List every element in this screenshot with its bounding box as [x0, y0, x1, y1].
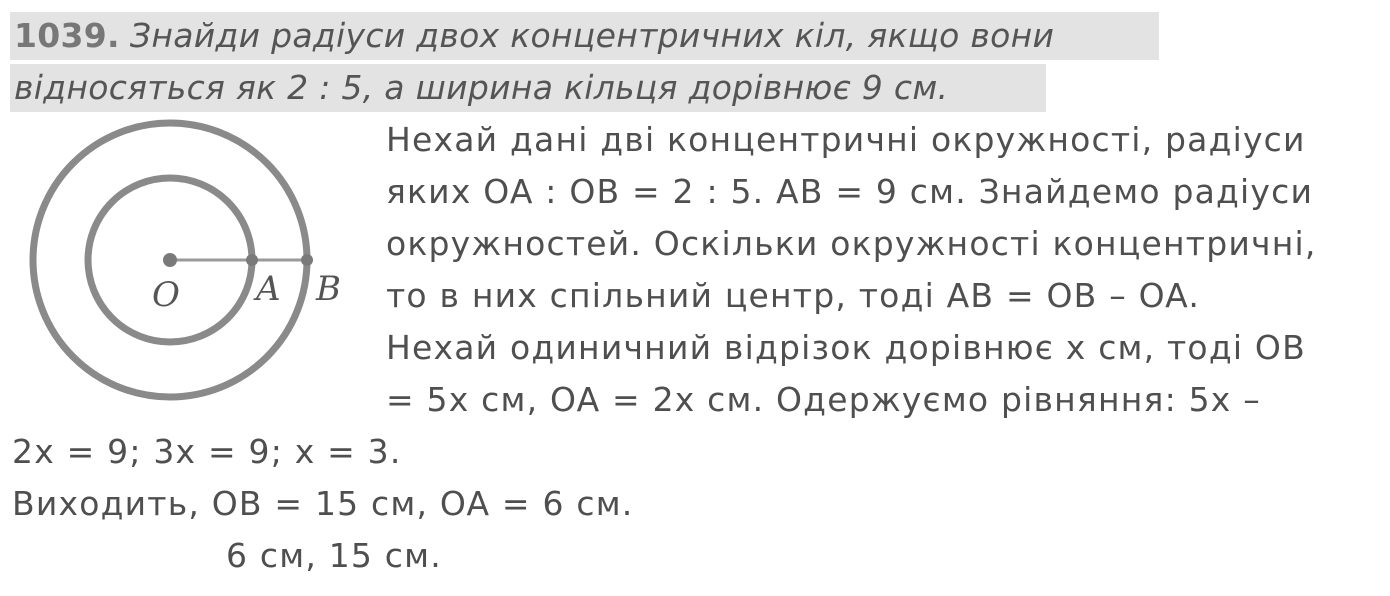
- solution-line-2: яких OA : OB = 2 : 5. AB = 9 см. Знайдемо радіуси: [386, 172, 1314, 211]
- solution-line-6: = 5x см, OA = 2x см. Одержуємо рівняння: 5x –: [386, 380, 1261, 419]
- label-o: O: [152, 275, 180, 315]
- point-b: [301, 254, 313, 266]
- solution-line-8: Виходить, OB = 15 см, OA = 6 см.: [12, 484, 634, 523]
- label-b: B: [316, 269, 341, 309]
- point-a: [246, 254, 258, 266]
- concentric-circles-diagram: [20, 110, 360, 410]
- solution-line-5: Нехай одиничний відрізок дорівнює x см, тоді OB: [386, 328, 1306, 367]
- solution-line-1: Нехай дані дві концентричні окружності, радіуси: [386, 120, 1306, 159]
- task-number: 1039.: [14, 16, 120, 55]
- solution-line-3: окружностей. Оскільки окружності концентричні,: [386, 224, 1317, 263]
- solution-line-7: 2x = 9; 3x = 9; x = 3.: [12, 432, 402, 471]
- label-a: A: [256, 269, 281, 309]
- solution-line-4: то в них спільний центр, тоді AB = OB – OA.: [386, 276, 1201, 315]
- task-text-1: Знайди радіуси двох концентричних кіл, якщо вони: [129, 16, 1055, 55]
- task-line-2: [10, 64, 1046, 112]
- point-o: [163, 253, 177, 267]
- task-line-1: [10, 12, 1159, 60]
- answer-line: 6 см, 15 см.: [226, 536, 442, 575]
- task-text-2: відносяться як 2 : 5, а ширина кільця дорівнює 9 см.: [14, 68, 949, 107]
